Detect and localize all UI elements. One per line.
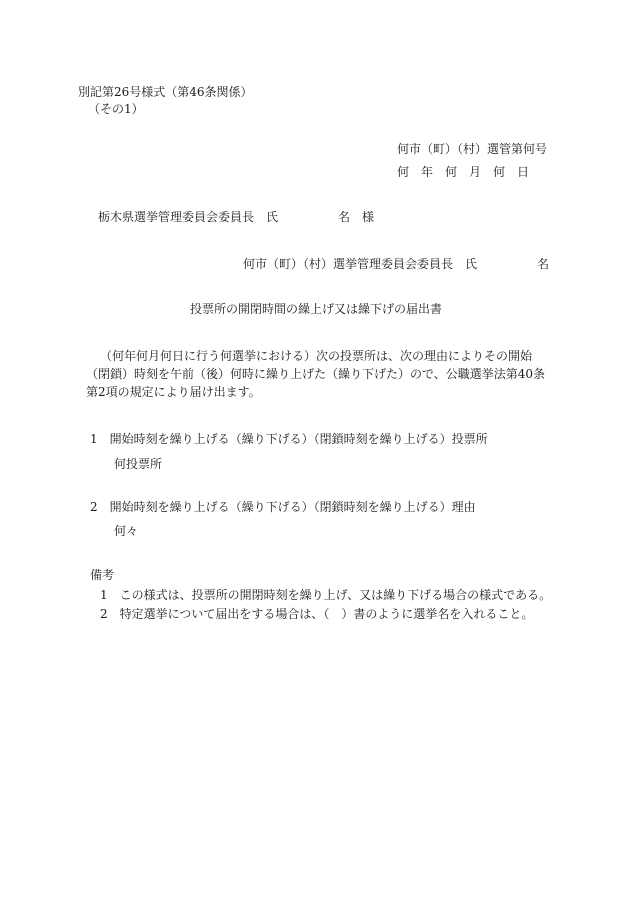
sender-line: 何市（町）（村）選挙管理委員会委員長 氏 名 — [243, 257, 550, 271]
document-date: 何 年 何 月 何 日 — [397, 165, 530, 179]
item-2-detail: 何々 — [114, 524, 139, 538]
form-identifier: 別記第26号様式（第46条関係） — [78, 85, 253, 99]
note-1: 1 この様式は、投票所の開閉時刻を繰り上げ、又は繰り下げる場合の様式である。 — [100, 588, 552, 602]
recipient-line: 栃木県選挙管理委員会委員長 氏 名 様 — [98, 210, 375, 224]
item-2-heading: 2 開始時刻を繰り上げる（繰り下げる）（閉鎖時刻を繰り上げる）理由 — [90, 500, 476, 514]
item-1-detail: 何投票所 — [114, 457, 163, 471]
note-2: 2 特定選挙について届出をする場合は、（ ）書のように選挙名を入れること。 — [100, 607, 534, 621]
document-title: 投票所の開閉時間の繰上げ又は繰下げの届出書 — [190, 302, 443, 316]
item-1-heading: 1 開始時刻を繰り上げる（繰り下げる）（閉鎖時刻を繰り上げる）投票所 — [90, 432, 488, 446]
notes-heading: 備考 — [90, 568, 115, 582]
form-sub-identifier: （その1） — [88, 102, 144, 116]
body-paragraph: （何年何月何日に行う何選挙における）次の投票所は、次の理由によりその開始（閉鎖）時刻を午前（後）何時に繰り上げた（繰り下げた）ので、公職選挙法第40条第2項の規定により届け出ます。 — [86, 349, 546, 399]
document-number: 何市（町）（村）選管第何号 — [397, 142, 548, 156]
